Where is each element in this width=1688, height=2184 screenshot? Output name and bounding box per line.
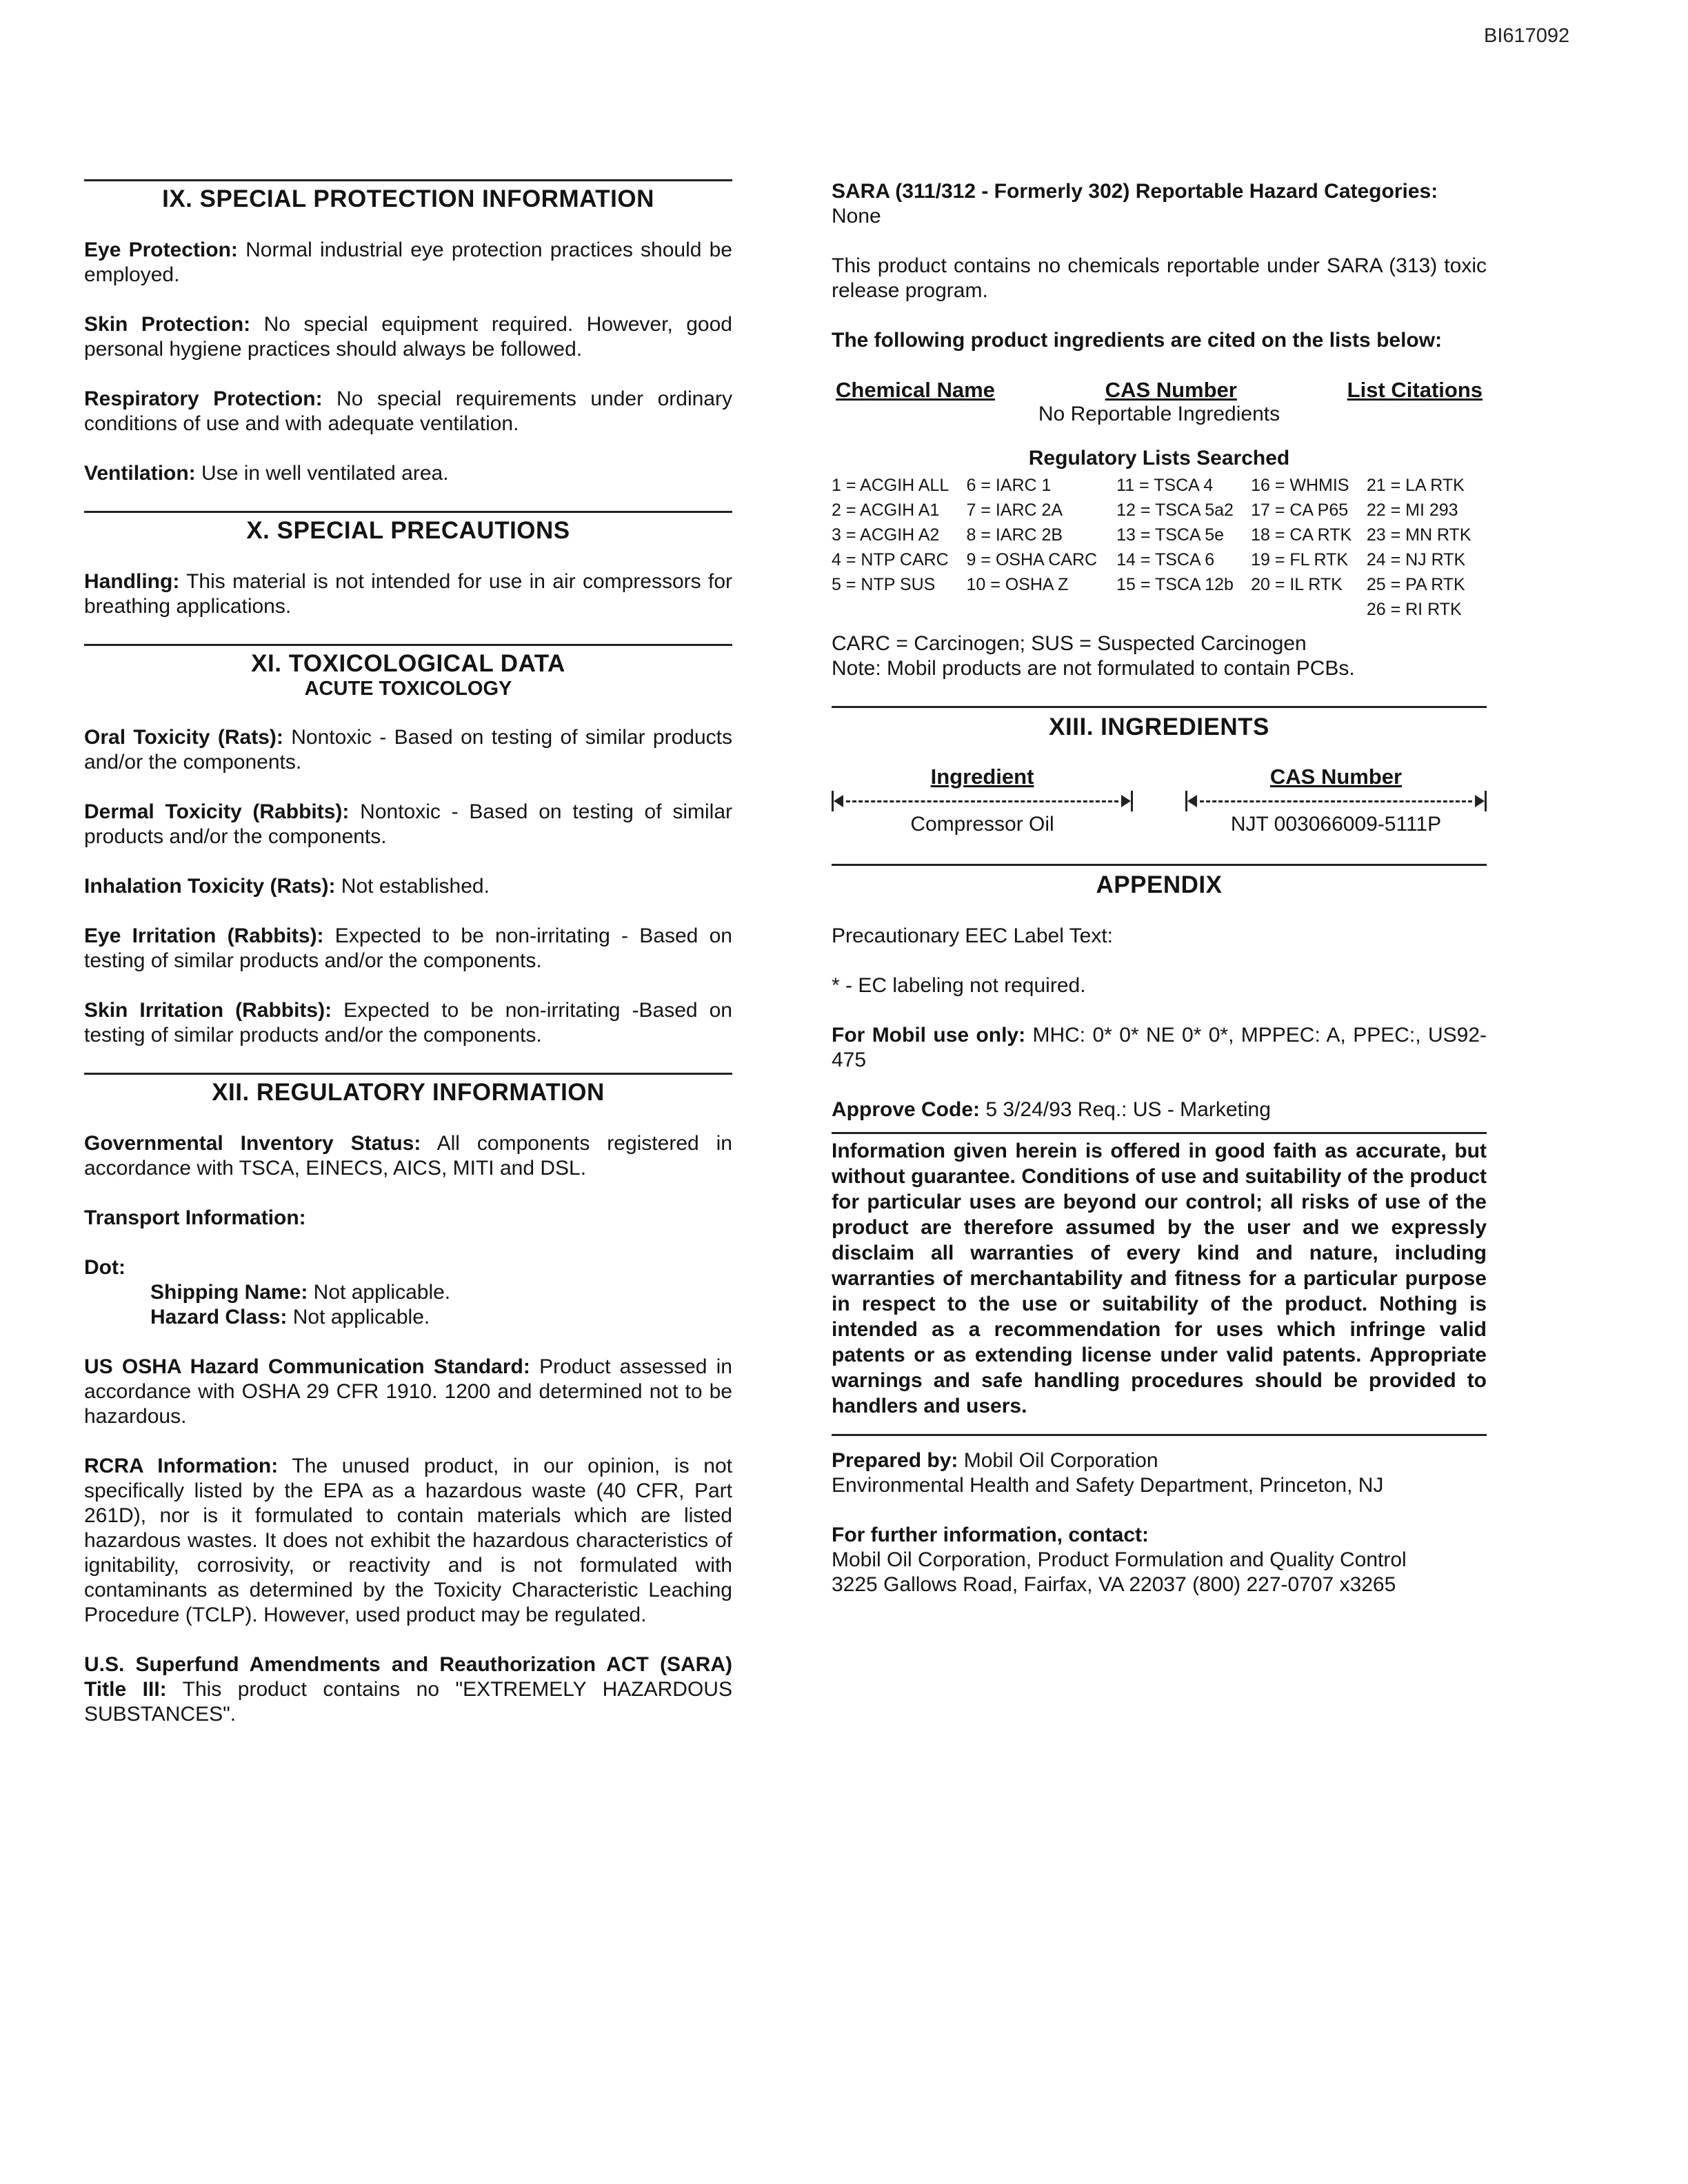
sara-311-312-label: SARA (311/312 - Formerly 302) Reportable Hazard Categories: [832,180,1438,203]
regulatory-list-row [832,572,1487,597]
skin-irritation [84,998,732,1048]
shipping-name-text: Not applicable. [308,1281,451,1304]
osha-standard-label: US OSHA Hazard Communication Standard: [84,1355,530,1378]
prepared-by-label: Prepared by: [832,1449,958,1472]
hazard-class-label: Hazard Class: [150,1306,288,1328]
oral-toxicity-text: Nontoxic - Based on testing of similar products and/or the components. [84,726,732,774]
cas-column [1185,765,1487,836]
right-column [832,179,1487,1597]
regulatory-list-item: 19 = FL RTK [1251,550,1349,569]
regulatory-list-item: 1 = ACGIH ALL [832,476,950,495]
dermal-toxicity [84,800,732,849]
regulatory-list-row [832,523,1487,547]
regulatory-list-item: 6 = IARC 1 [966,476,1052,495]
eye-irritation-text: Expected to be non-irritating - Based on testing of similar products and/or the components. [84,924,732,972]
ingredient-value: Compressor Oil [910,813,1054,836]
regulatory-list-item [1251,597,1367,622]
inhalation-toxicity-text: Not established. [335,875,490,898]
governmental-inventory-label: Governmental Inventory Status: [84,1132,421,1155]
dermal-toxicity-text: Nontoxic - Based on testing of similar products and/or the components. [84,800,732,848]
regulatory-list-row [832,498,1487,523]
ingredient-header: Ingredient [930,765,1034,789]
approve-code [832,1098,1487,1122]
sara-311-312 [832,179,1487,229]
regulatory-list-item [966,597,1116,622]
regulatory-lists-title: Regulatory Lists Searched [1028,447,1290,469]
hazard-class [84,1305,732,1330]
osha-standard [84,1355,732,1429]
sara-title-iii [84,1652,732,1727]
sara-title-iii-label: U.S. Superfund Amendments and Reauthorization ACT (SARA) Title III: [84,1653,732,1701]
ventilation [84,461,732,486]
citation-headers [836,378,1483,403]
eye-protection-text: Normal industrial eye protection practices should be employed. [84,239,732,286]
section-divider [84,511,732,513]
regulatory-list-item: 26 = RI RTK [1366,600,1462,619]
regulatory-lists-table [832,473,1487,622]
oral-toxicity-label: Oral Toxicity (Rats): [84,726,283,749]
section-13-title: XIII. INGREDIENTS [1049,714,1269,740]
eye-protection-label: Eye Protection: [84,239,238,261]
eye-irritation [84,924,732,973]
regulatory-list-item: 24 = NJ RTK [1366,550,1466,569]
oral-toxicity [84,725,732,775]
document-id: BI617092 [1484,25,1570,47]
respiratory-protection-text: No special requirements under ordinary conditions of use and with adequate ventilation. [84,387,732,435]
respiratory-protection-label: Respiratory Protection: [84,387,323,410]
ec-labeling: * - EC labeling not required. [832,974,1086,997]
regulatory-list-item: 16 = WHMIS [1251,476,1349,495]
dermal-toxicity-label: Dermal Toxicity (Rabbits): [84,800,350,823]
approve-code-label: Approve Code: [832,1098,981,1121]
left-column [84,179,732,1752]
regulatory-list-item: 5 = NTP SUS [832,575,936,594]
mobil-use-text: MHC: 0* 0* NE 0* 0*, MPPEC: A, PPEC:, US92-475 [832,1024,1487,1071]
skin-irritation-label: Skin Irritation (Rabbits): [84,999,332,1022]
regulatory-list-item: 13 = TSCA 5e [1116,525,1225,545]
section-divider [84,644,732,646]
transport-information [84,1206,732,1231]
ingredient-column [832,765,1133,836]
regulatory-list-item: 18 = CA RTK [1251,525,1352,545]
prepared-by-text: Mobil Oil Corporation [958,1449,1158,1472]
cas-header: CAS Number [1269,765,1403,789]
contact-label: For further information, contact: [832,1524,1149,1546]
mobil-use-only [832,1023,1487,1073]
ingredient-span-arrow [832,791,1133,811]
regulatory-list-item: 8 = IARC 2B [966,525,1063,545]
section-divider [832,864,1487,866]
dot-label-line [84,1255,732,1280]
section-9-title: IX. SPECIAL PROTECTION INFORMATION [162,185,654,212]
respiratory-protection [84,387,732,436]
section-11-subtitle: ACUTE TOXICOLOGY [304,678,512,700]
disclaimer: Information given herein is offered in good faith as accurate, but without guarantee. Conditions of use and suitability of the product for particular uses are beyond our control; all risks of use of the product are therefore assumed by the user and we expressly disclaim all warranties of every kind and nature, including warranties of merchantability and fitness for a particular purpose in respect to the use or suitability of the product. Nothing is intended as a recommendation for uses which infringe valid patents or as extending license under valid patents. Appropriate warnings and safe handling procedures should be provided to handlers and users. [832,1140,1487,1417]
regulatory-list-item: 10 = OSHA Z [966,575,1069,594]
ventilation-text: Use in well ventilated area. [195,462,449,485]
section-divider [832,1132,1487,1134]
regulatory-list-item: 7 = IARC 2A [966,501,1063,520]
skin-irritation-text: Expected to be non-irritating -Based on testing of similar products and/or the components. [84,999,732,1046]
dot-label: Dot: [84,1256,125,1279]
section-divider [832,706,1487,708]
shipping-name [84,1280,732,1305]
regulatory-list-row [832,547,1487,572]
carcinogen-note: CARC = Carcinogen; SUS = Suspected Carcinogen [832,632,1307,655]
regulatory-list-item: 23 = MN RTK [1366,525,1471,545]
shipping-name-label: Shipping Name: [150,1281,308,1304]
osha-standard-text: Product assessed in accordance with OSHA 29 CFR 1910. 1200 and determined not to be hazardous. [84,1355,732,1428]
rcra-information [84,1454,732,1628]
appendix-title: APPENDIX [1096,871,1223,898]
cas-value: NJT 003066009-5111P [1230,813,1442,836]
regulatory-list-item: 21 = LA RTK [1366,476,1465,495]
regulatory-list-item: 20 = IL RTK [1251,575,1343,594]
inhalation-toxicity-label: Inhalation Toxicity (Rats): [84,875,336,898]
regulatory-list-item [1116,597,1251,622]
ventilation-label: Ventilation: [84,462,196,485]
governmental-inventory [84,1131,732,1181]
eec-label-text: Precautionary EEC Label Text: [832,924,1114,947]
approve-code-text: 5 3/24/93 Req.: US - Marketing [980,1098,1271,1121]
list-citations-header: List Citations [1347,378,1483,402]
section-divider [84,179,732,181]
contact-line-2: 3225 Gallows Road, Fairfax, VA 22037 (800) 227-0707 x3265 [832,1573,1396,1596]
regulatory-list-item: 12 = TSCA 5a2 [1116,501,1234,520]
regulatory-list-item: 25 = PA RTK [1366,575,1465,594]
cited-ingredients: The following product ingredients are cited on the lists below: [832,329,1443,352]
regulatory-list-item [832,597,966,622]
regulatory-list-item: 4 = NTP CARC [832,550,949,569]
section-divider [84,1073,732,1075]
eye-irritation-label: Eye Irritation (Rabbits): [84,924,324,947]
ingredients-table [832,765,1487,836]
regulatory-list-item: 9 = OSHA CARC [966,550,1098,569]
regulatory-list-row [832,597,1487,622]
hazard-class-text: Not applicable. [287,1306,430,1328]
prepared-department: Environmental Health and Safety Department, Princeton, NJ [832,1474,1384,1497]
regulatory-list-item: 22 = MI 293 [1366,501,1458,520]
no-reportable-ingredients: No Reportable Ingredients [1038,403,1280,425]
transport-information-label: Transport Information: [84,1206,306,1229]
sara-title-iii-text: This product contains no "EXTREMELY HAZARDOUS SUBSTANCES". [84,1678,732,1726]
cas-number-header: CAS Number [1105,378,1237,402]
regulatory-list-item: 3 = ACGIH A2 [832,525,940,545]
dot-block [84,1255,732,1330]
contact-line-1: Mobil Oil Corporation, Product Formulation and Quality Control [832,1548,1407,1571]
regulatory-list-item: 14 = TSCA 6 [1116,550,1215,569]
handling [84,569,732,619]
regulatory-list-item: 17 = CA P65 [1251,501,1349,520]
sara-311-312-value: None [832,205,881,228]
skin-protection-text: No special equipment required. However, good personal hygiene practices should always be followed. [84,313,732,361]
regulatory-list-row [832,473,1487,498]
pcb-note: Note: Mobil products are not formulated to contain PCBs. [832,657,1355,680]
handling-text: This material is not intended for use in air compressors for breathing applications. [84,570,732,618]
rcra-information-text: The unused product, in our opinion, is not specifically listed by the EPA as a hazardous waste (40 CFR, Part 261D), nor is it formulated to contain materials which are listed hazardous wastes. It does not exhibit the hazardous characteristics of ignitability, corrosivity, or reactivity and is not formulated with contaminants as determined by the Toxicity Characteristic Leaching Procedure (TCLP). However, used product may be regulated. [84,1455,732,1626]
sara-313: This product contains no chemicals reportable under SARA (313) toxic release program. [832,254,1487,302]
inhalation-toxicity [84,874,732,899]
section-11-title: XI. TOXICOLOGICAL DATA [251,650,565,677]
section-12-title: XII. REGULATORY INFORMATION [212,1079,605,1106]
handling-label: Handling: [84,570,180,593]
regulatory-list-item: 11 = TSCA 4 [1116,476,1214,495]
regulatory-list-item: 15 = TSCA 12b [1116,575,1234,594]
section-divider [832,1434,1487,1436]
skin-protection-label: Skin Protection: [84,313,251,336]
rcra-information-label: RCRA Information: [84,1455,279,1477]
chemical-name-header: Chemical Name [836,378,995,402]
regulatory-list-item: 2 = ACGIH A1 [832,501,940,520]
governmental-inventory-text: All components registered in accordance with TSCA, EINECS, AICS, MITI and DSL. [84,1132,732,1180]
mobil-use-label: For Mobil use only: [832,1024,1026,1046]
eye-protection [84,238,732,287]
skin-protection [84,312,732,362]
section-10-title: X. SPECIAL PRECAUTIONS [246,517,570,544]
cas-span-arrow [1185,791,1487,811]
prepared-by [832,1448,1487,1473]
